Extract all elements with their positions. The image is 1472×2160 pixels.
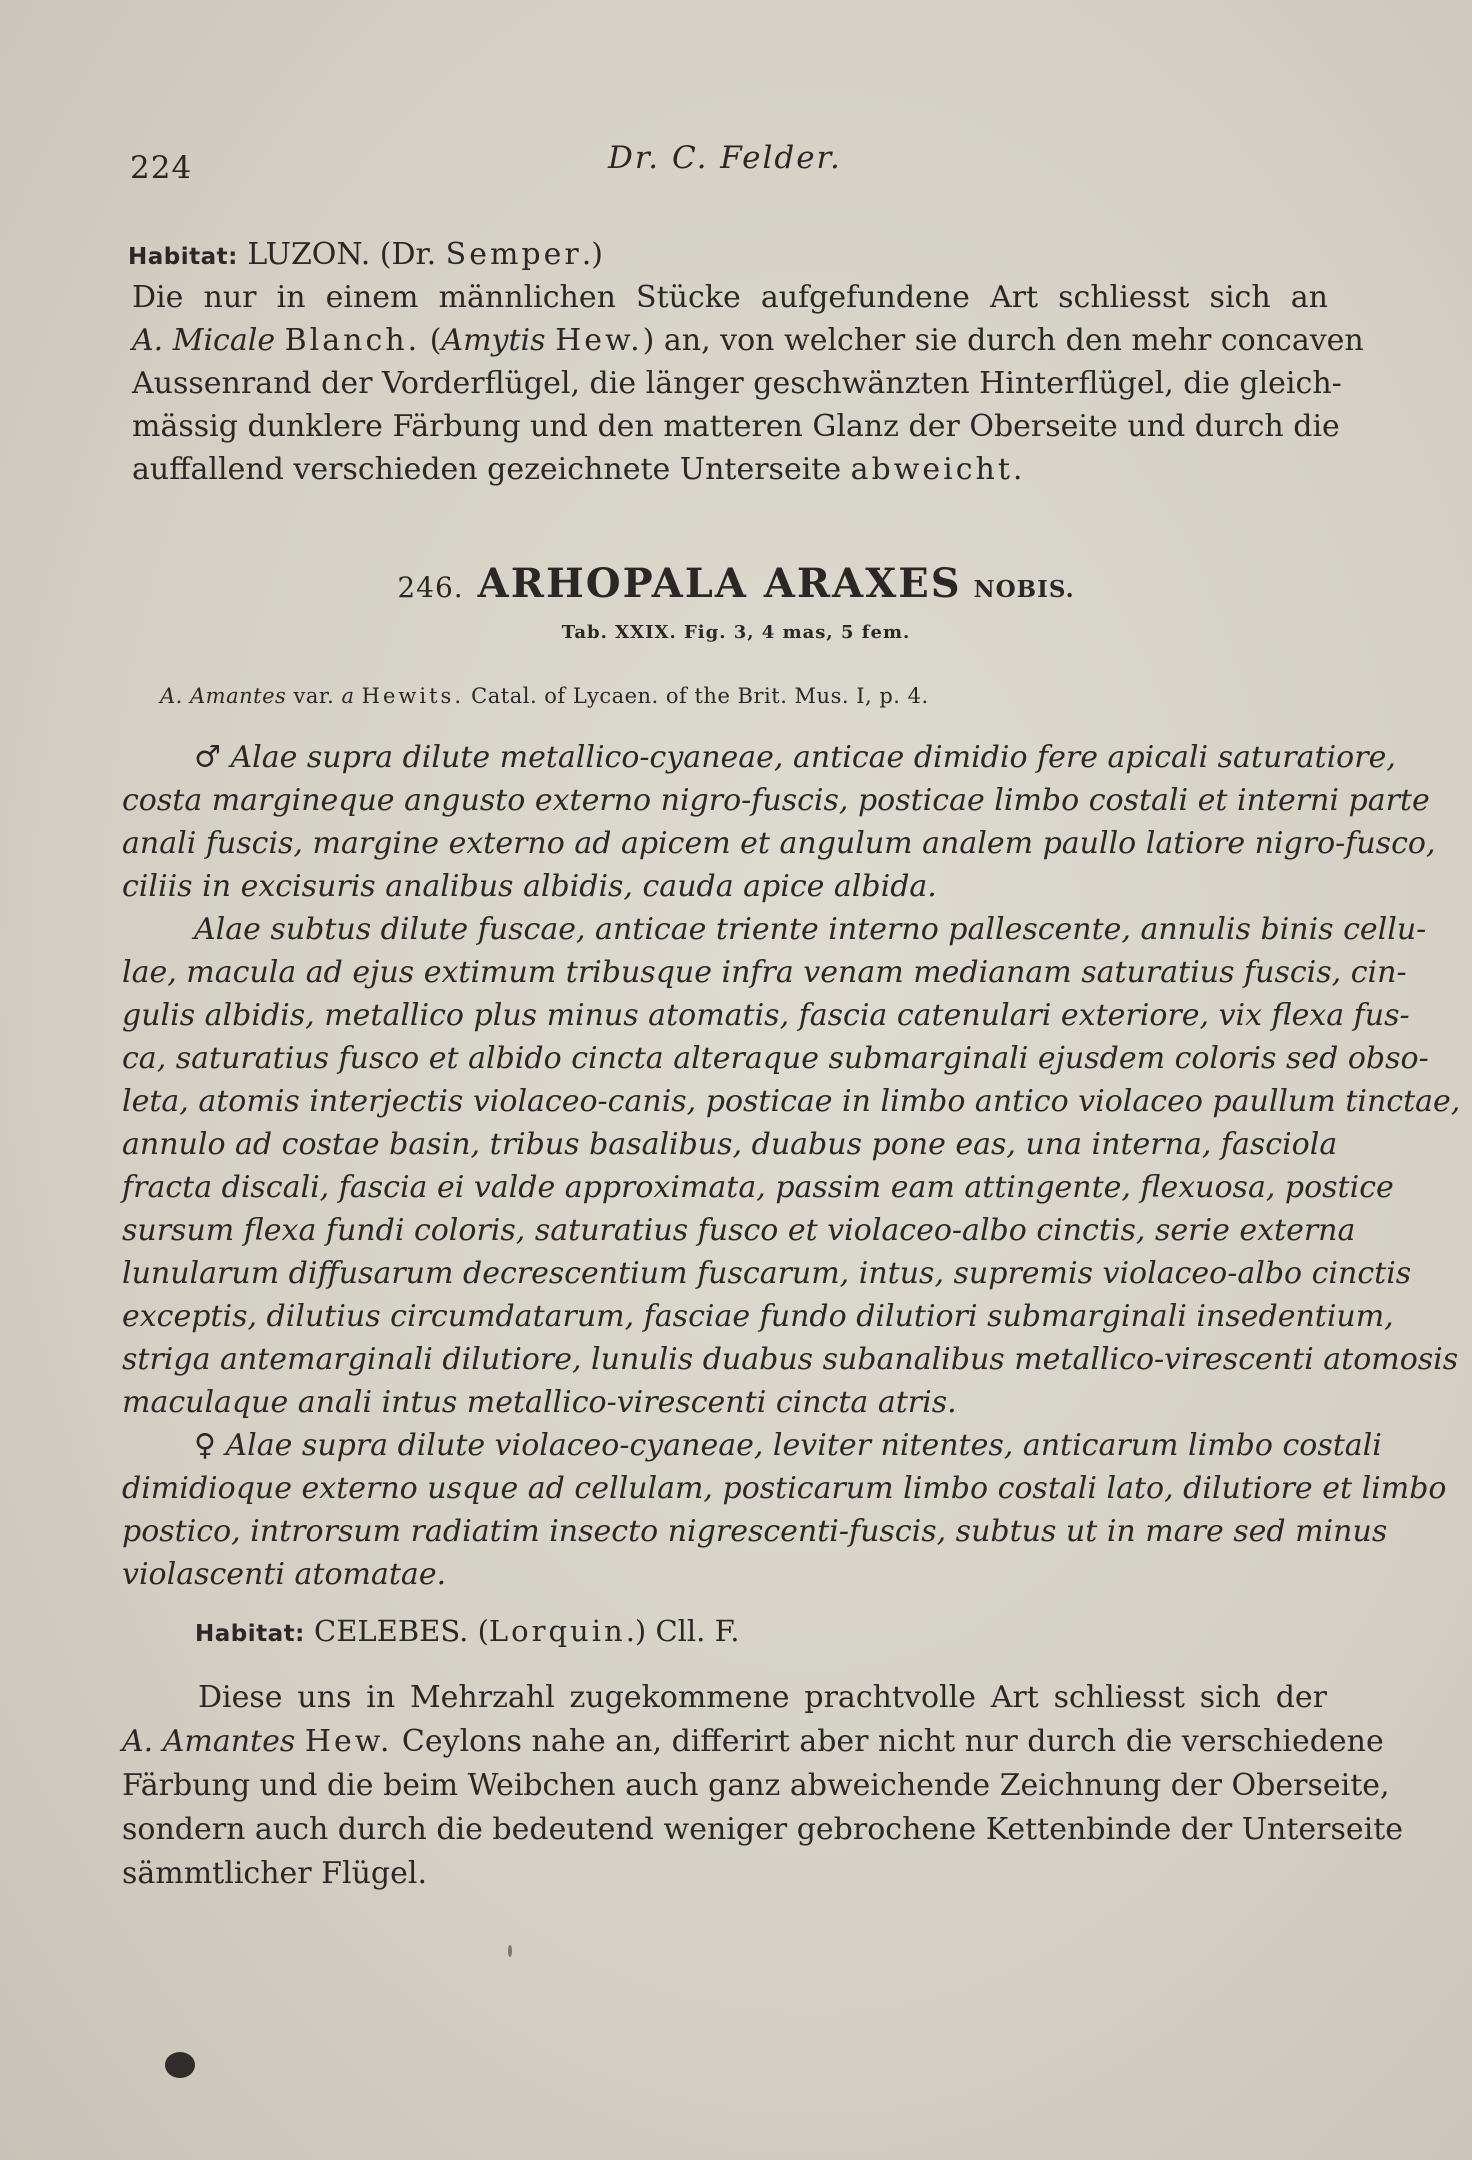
paper-speck <box>508 1945 512 1957</box>
text-line: sämmtlicher Flügel. <box>122 1856 427 1891</box>
text-line: anali fuscis, margine externo ad apicem et angulum analem paullo latiore nigro-fusco, <box>122 826 1436 861</box>
habitat-text: CELEBES. ( <box>314 1614 489 1648</box>
text-line: annulo ad costae basin, tribus basalibus, duabus pone eas, una interna, fasciola <box>122 1127 1338 1162</box>
species-author: NOBIS. <box>973 576 1075 603</box>
text-line: sondern auch durch die bedeutend weniger gebrochene Kettenbinde der Unterseite <box>122 1812 1404 1847</box>
text-line: mässig dunklere Färbung und den matteren Glanz der Oberseite und durch die <box>132 409 1340 444</box>
page-number: 224 <box>130 150 193 186</box>
species-number: 246. <box>397 571 464 604</box>
text-line: leta, atomis interjectis violaceo-canis, posticae in limbo antico violaceo paullum tinctae, <box>122 1084 1461 1119</box>
paragraph-luzon <box>132 276 1364 491</box>
habitat-text: LUZON. (Dr. <box>247 237 446 272</box>
text-line: Die nur in einem männlichen Stücke aufgefundene Art schliesst sich an <box>132 280 1328 315</box>
ink-blot <box>165 2052 195 2078</box>
habitat-label: Habitat: <box>128 244 238 270</box>
species-name: ARHOPALA ARAXES <box>477 560 962 607</box>
text-line: postico, introrsum radiatim insecto nigrescenti-fuscis, subtus ut in mare sed minus <box>122 1514 1388 1549</box>
text-line: ciliis in excisuris analibus albidis, cauda apice albida. <box>122 869 937 904</box>
text-line: auffallend verschieden gezeichnete Unterseite abweicht. <box>132 452 1026 487</box>
habitat-luzon <box>128 233 1328 279</box>
text-line: maculaque anali intus metallico-virescenti cincta atris. <box>122 1385 957 1420</box>
synonym-citation: A. Amantes var. a Hewits. Catal. of Lycaen. of the Brit. Mus. I, p. 4. <box>160 684 929 708</box>
text-line: fracta discali, fascia ei valde approximata, passim eam attingente, flexuosa, postice <box>122 1170 1394 1205</box>
habitat-celebes <box>195 1614 739 1648</box>
male-symbol-icon: ♂ <box>194 740 221 775</box>
text-line: A. Micale Blanch. (Amytis Hew.) an, von welcher sie durch den mehr concaven <box>132 323 1364 358</box>
text-line: sursum flexa fundi coloris, saturatius fusco et violaceo-albo cinctis, serie externa <box>122 1213 1356 1248</box>
text-line: Alae subtus dilute fuscae, anticae triente interno pallescente, annulis binis cellu- <box>194 912 1427 947</box>
text-line: costa margineque angusto externo nigro-fuscis, posticae limbo costali et interni parte <box>122 783 1430 818</box>
female-symbol-icon: ♀ <box>194 1428 216 1463</box>
text-line: gulis albidis, metallico plus minus atomatis, fascia catenulari exteriore, vix flexa fus- <box>122 998 1410 1033</box>
text-line: Diese uns in Mehrzahl zugekommene prachtvolle Art schliesst sich der <box>198 1680 1327 1715</box>
habitat-close: .) Cll. F. <box>625 1614 740 1648</box>
species-heading <box>0 560 1472 607</box>
text-line: exceptis, dilutius circumdatarum, fasciae fundo dilutiori submarginali insedentium, <box>122 1299 1394 1334</box>
habitat-label: Habitat: <box>195 1621 305 1647</box>
text-line: lunularum diffusarum decrescentium fuscarum, intus, supremis violaceo-albo cinctis <box>122 1256 1412 1291</box>
habitat-close: .) <box>581 237 603 272</box>
latin-description <box>122 736 1461 1596</box>
paragraph-celebes <box>122 1676 1404 1896</box>
text-line: lae, macula ad ejus extimum tribusque infra venam medianam saturatius fuscis, cin- <box>122 955 1407 990</box>
text-line: ca, saturatius fusco et albido cincta alteraque submarginali ejusdem coloris sed obso- <box>122 1041 1429 1076</box>
text-line: striga antemarginali dilutiore, lunulis duabus subanalibus metallico-virescenti atomosis <box>122 1342 1459 1377</box>
text-line: dimidioque externo usque ad cellulam, posticarum limbo costali lato, dilutiore et limbo <box>122 1471 1447 1506</box>
text-line: Aussenrand der Vorderflügel, die länger geschwänzten Hinterflügel, die gleich- <box>132 366 1342 401</box>
running-head-author: Dr. C. Felder. <box>608 140 842 176</box>
running-header <box>130 140 1330 190</box>
text-line: ♂ Alae supra dilute metallico-cyaneae, anticae dimidio fere apicali saturatiore, <box>194 740 1396 775</box>
text-line: Färbung und die beim Weibchen auch ganz abweichende Zeichnung der Oberseite, <box>122 1768 1390 1803</box>
text-line: violascenti atomatae. <box>122 1557 447 1592</box>
text-line: ♀ Alae supra dilute violaceo-cyaneae, leviter nitentes, anticarum limbo costali <box>194 1428 1382 1463</box>
collector-name: Semper <box>445 237 582 272</box>
collector-name: Lorquin <box>488 1614 626 1648</box>
plate-reference: Tab. XXIX. Fig. 3, 4 mas, 5 fem. <box>561 622 911 643</box>
text-line: A. Amantes Hew. Ceylons nahe an, differirt aber nicht nur durch die verschiedene <box>122 1724 1384 1759</box>
